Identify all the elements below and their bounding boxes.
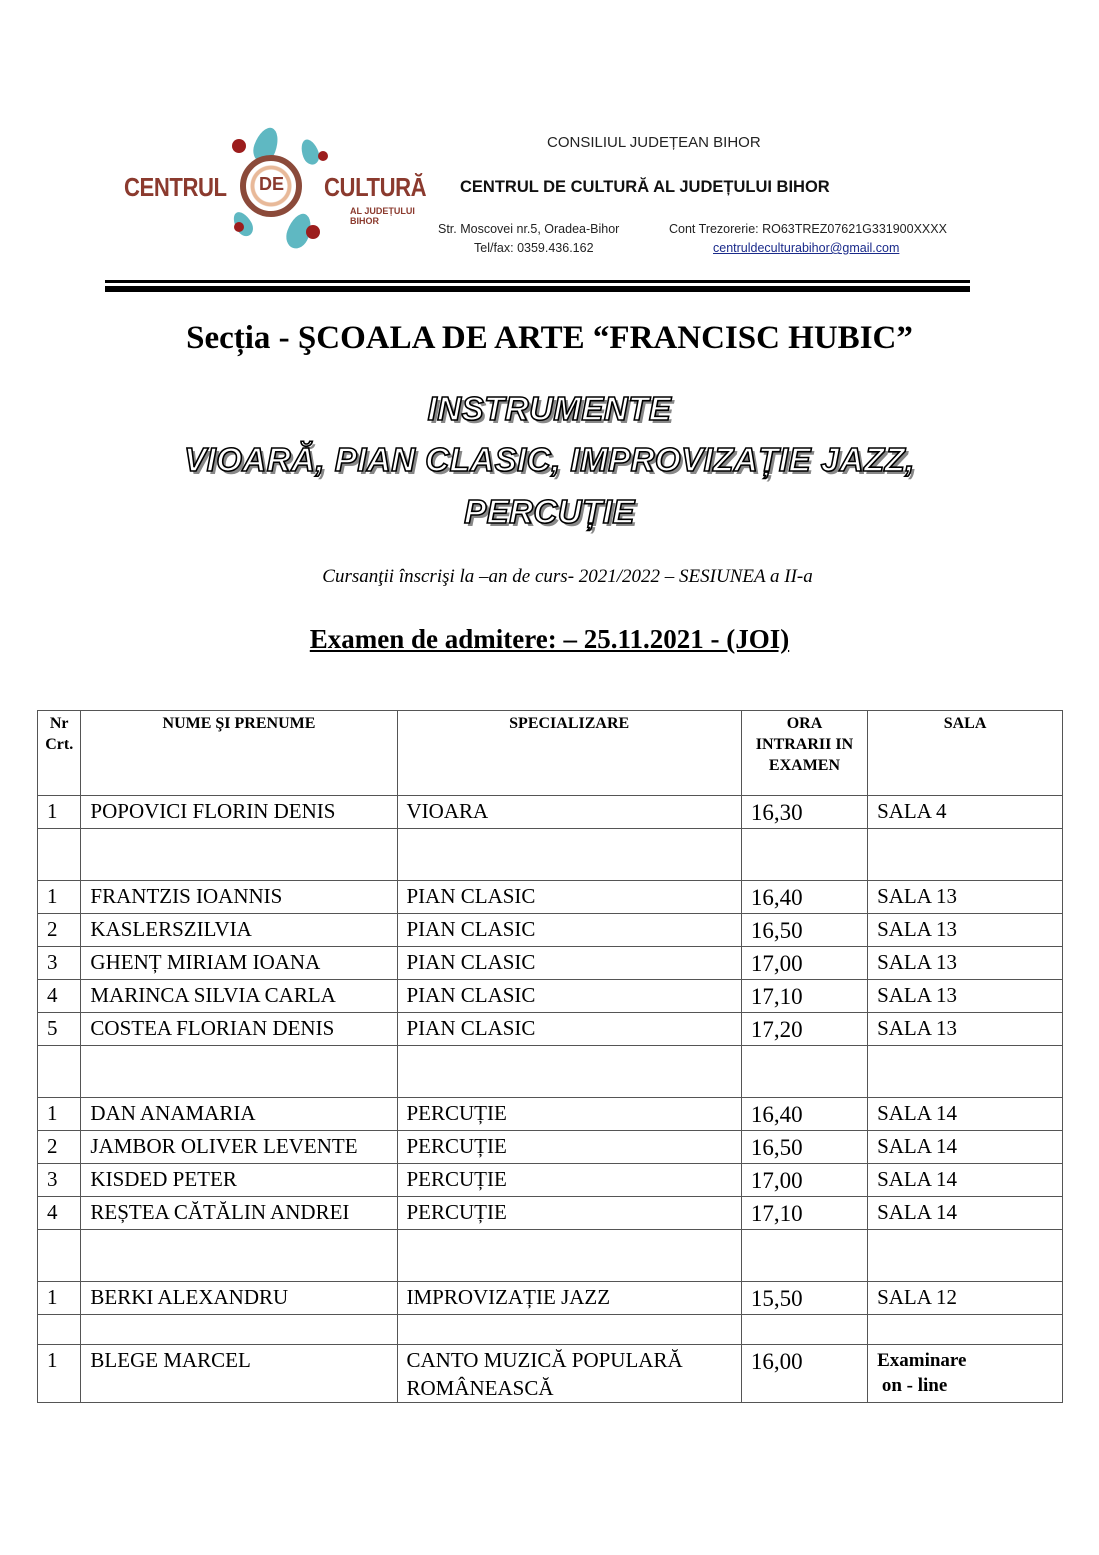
table-row [38, 914, 1063, 947]
cell-nr: 1 [38, 796, 81, 829]
cell-room-line2: on - line [877, 1375, 948, 1396]
instruments-list: VIOARĂ, PIAN CLASIC, IMPROVIZAȚIE JAZZ, [184, 441, 915, 478]
cell-specialization: PERCUȚIE [397, 1197, 741, 1230]
cell-time: 17,00 [741, 947, 867, 980]
table-spacer-row [38, 1315, 1063, 1345]
header-room: SALA [868, 711, 1063, 796]
logo-flower-decoration [318, 151, 328, 161]
table-row [38, 947, 1063, 980]
instruments-list-continued: PERCUȚIE [464, 493, 635, 530]
table-row [38, 1013, 1063, 1046]
table-spacer-row [38, 1046, 1063, 1098]
cell-room: SALA 14 [868, 1131, 1063, 1164]
table-row [38, 1282, 1063, 1315]
cell-specialization [397, 1345, 741, 1403]
section-title: Secția - ŞCOALA DE ARTE “FRANCISC HUBIC” [186, 320, 913, 356]
logo-flower-decoration [234, 222, 244, 232]
logo-text-right: CULTURĂ [324, 172, 427, 202]
cell-name: KASLERSZILVIA [81, 914, 397, 947]
instruments-heading: INSTRUMENTE [427, 390, 672, 427]
cell-time: 16,40 [741, 1098, 867, 1131]
cell-specialization: VIOARA [397, 796, 741, 829]
cell-name: DAN ANAMARIA [81, 1098, 397, 1131]
logo-flower-decoration [306, 225, 320, 239]
cell-specialization: PIAN CLASIC [397, 980, 741, 1013]
organization-email-link[interactable]: centruldeculturabihor@gmail.com [713, 241, 900, 255]
logo-text-left: CENTRUL [124, 172, 227, 202]
cell-time: 16,50 [741, 1131, 867, 1164]
header-specialization: SPECIALIZARE [397, 711, 741, 796]
table-header-row [38, 711, 1063, 796]
table-row [38, 881, 1063, 914]
cell-name: KISDED PETER [81, 1164, 397, 1197]
cell-specialization-line2: ROMÂNEASCĂ [406, 1376, 554, 1400]
header-divider-thick [105, 286, 970, 292]
cell-specialization: PERCUȚIE [397, 1131, 741, 1164]
cell-room-line1: Examinare [877, 1350, 967, 1371]
cell-name: BLEGE MARCEL [81, 1345, 397, 1403]
organization-address: Str. Moscovei nr.5, Oradea-Bihor [438, 222, 620, 236]
table-row [38, 1164, 1063, 1197]
cell-nr: 5 [38, 1013, 81, 1046]
cell-specialization: PERCUȚIE [397, 1164, 741, 1197]
exam-schedule-table [37, 710, 1063, 1403]
cell-room: SALA 13 [868, 881, 1063, 914]
table-row [38, 1197, 1063, 1230]
cell-nr: 3 [38, 947, 81, 980]
cell-room: SALA 14 [868, 1164, 1063, 1197]
cell-time: 16,00 [741, 1345, 867, 1403]
cell-time: 16,30 [741, 796, 867, 829]
cell-nr: 1 [38, 881, 81, 914]
cell-room: SALA 4 [868, 796, 1063, 829]
cell-nr: 1 [38, 1345, 81, 1403]
cell-specialization: PIAN CLASIC [397, 947, 741, 980]
cell-time: 17,20 [741, 1013, 867, 1046]
cell-name: REȘTEA CĂTĂLIN ANDREI [81, 1197, 397, 1230]
table-row [38, 1098, 1063, 1131]
table-row [38, 1345, 1063, 1403]
organization-phone: Tel/fax: 0359.436.162 [474, 241, 594, 255]
organization-name: CENTRUL DE CULTURĂ AL JUDEȚULUI BIHOR [460, 178, 830, 196]
cell-room: SALA 12 [868, 1282, 1063, 1315]
treasury-account: Cont Trezorerie: RO63TREZ07621G331900XXXX [669, 222, 947, 236]
cell-time: 16,40 [741, 881, 867, 914]
cell-name: BERKI ALEXANDRU [81, 1282, 397, 1315]
header-nr: Nr Crt. [38, 711, 81, 796]
table-row [38, 980, 1063, 1013]
table-row [38, 1131, 1063, 1164]
cell-room: SALA 13 [868, 947, 1063, 980]
cell-specialization: PIAN CLASIC [397, 1013, 741, 1046]
cell-name: POPOVICI FLORIN DENIS [81, 796, 397, 829]
cell-time: 16,50 [741, 914, 867, 947]
council-name: CONSILIUL JUDEȚEAN BIHOR [547, 134, 761, 151]
logo-text-center: DE [259, 174, 285, 194]
cell-specialization-line1: CANTO MUZICĂ POPULARĂ [406, 1348, 683, 1372]
cell-nr: 2 [38, 914, 81, 947]
cell-time: 17,00 [741, 1164, 867, 1197]
cell-nr: 4 [38, 980, 81, 1013]
cell-nr: 2 [38, 1131, 81, 1164]
logo-subtitle: AL JUDEȚULUI BIHOR [350, 206, 415, 226]
cell-specialization: IMPROVIZAȚIE JAZZ [397, 1282, 741, 1315]
table-row [38, 796, 1063, 829]
course-info: Cursanţii înscrişi la –an de curs- 2021/2022 – SESIUNEA a II-a [322, 566, 813, 587]
cell-nr: 3 [38, 1164, 81, 1197]
cell-room: SALA 13 [868, 914, 1063, 947]
cell-specialization: PERCUȚIE [397, 1098, 741, 1131]
cell-time: 15,50 [741, 1282, 867, 1315]
cell-room: SALA 14 [868, 1197, 1063, 1230]
cell-room [868, 1345, 1063, 1403]
header-name: NUME ŞI PRENUME [81, 711, 397, 796]
cell-name: GHENȚ MIRIAM IOANA [81, 947, 397, 980]
cell-room: SALA 13 [868, 1013, 1063, 1046]
exam-title: Examen de admitere: – 25.11.2021 - (JOI) [309, 624, 790, 654]
header-divider-thin [105, 280, 970, 283]
cell-nr: 1 [38, 1282, 81, 1315]
cell-room: SALA 14 [868, 1098, 1063, 1131]
header-entry-time: ORA INTRARII IN EXAMEN [741, 711, 867, 796]
cell-time: 17,10 [741, 980, 867, 1013]
logo-flower-decoration [232, 139, 246, 153]
cell-name: FRANTZIS IOANNIS [81, 881, 397, 914]
cell-specialization: PIAN CLASIC [397, 914, 741, 947]
cell-nr: 1 [38, 1098, 81, 1131]
cell-time: 17,10 [741, 1197, 867, 1230]
cell-nr: 4 [38, 1197, 81, 1230]
cell-name: JAMBOR OLIVER LEVENTE [81, 1131, 397, 1164]
institution-logo [120, 127, 427, 247]
cell-room: SALA 13 [868, 980, 1063, 1013]
cell-specialization: PIAN CLASIC [397, 881, 741, 914]
cell-name: COSTEA FLORIAN DENIS [81, 1013, 397, 1046]
table-spacer-row [38, 829, 1063, 881]
table-spacer-row [38, 1230, 1063, 1282]
cell-name: MARINCA SILVIA CARLA [81, 980, 397, 1013]
